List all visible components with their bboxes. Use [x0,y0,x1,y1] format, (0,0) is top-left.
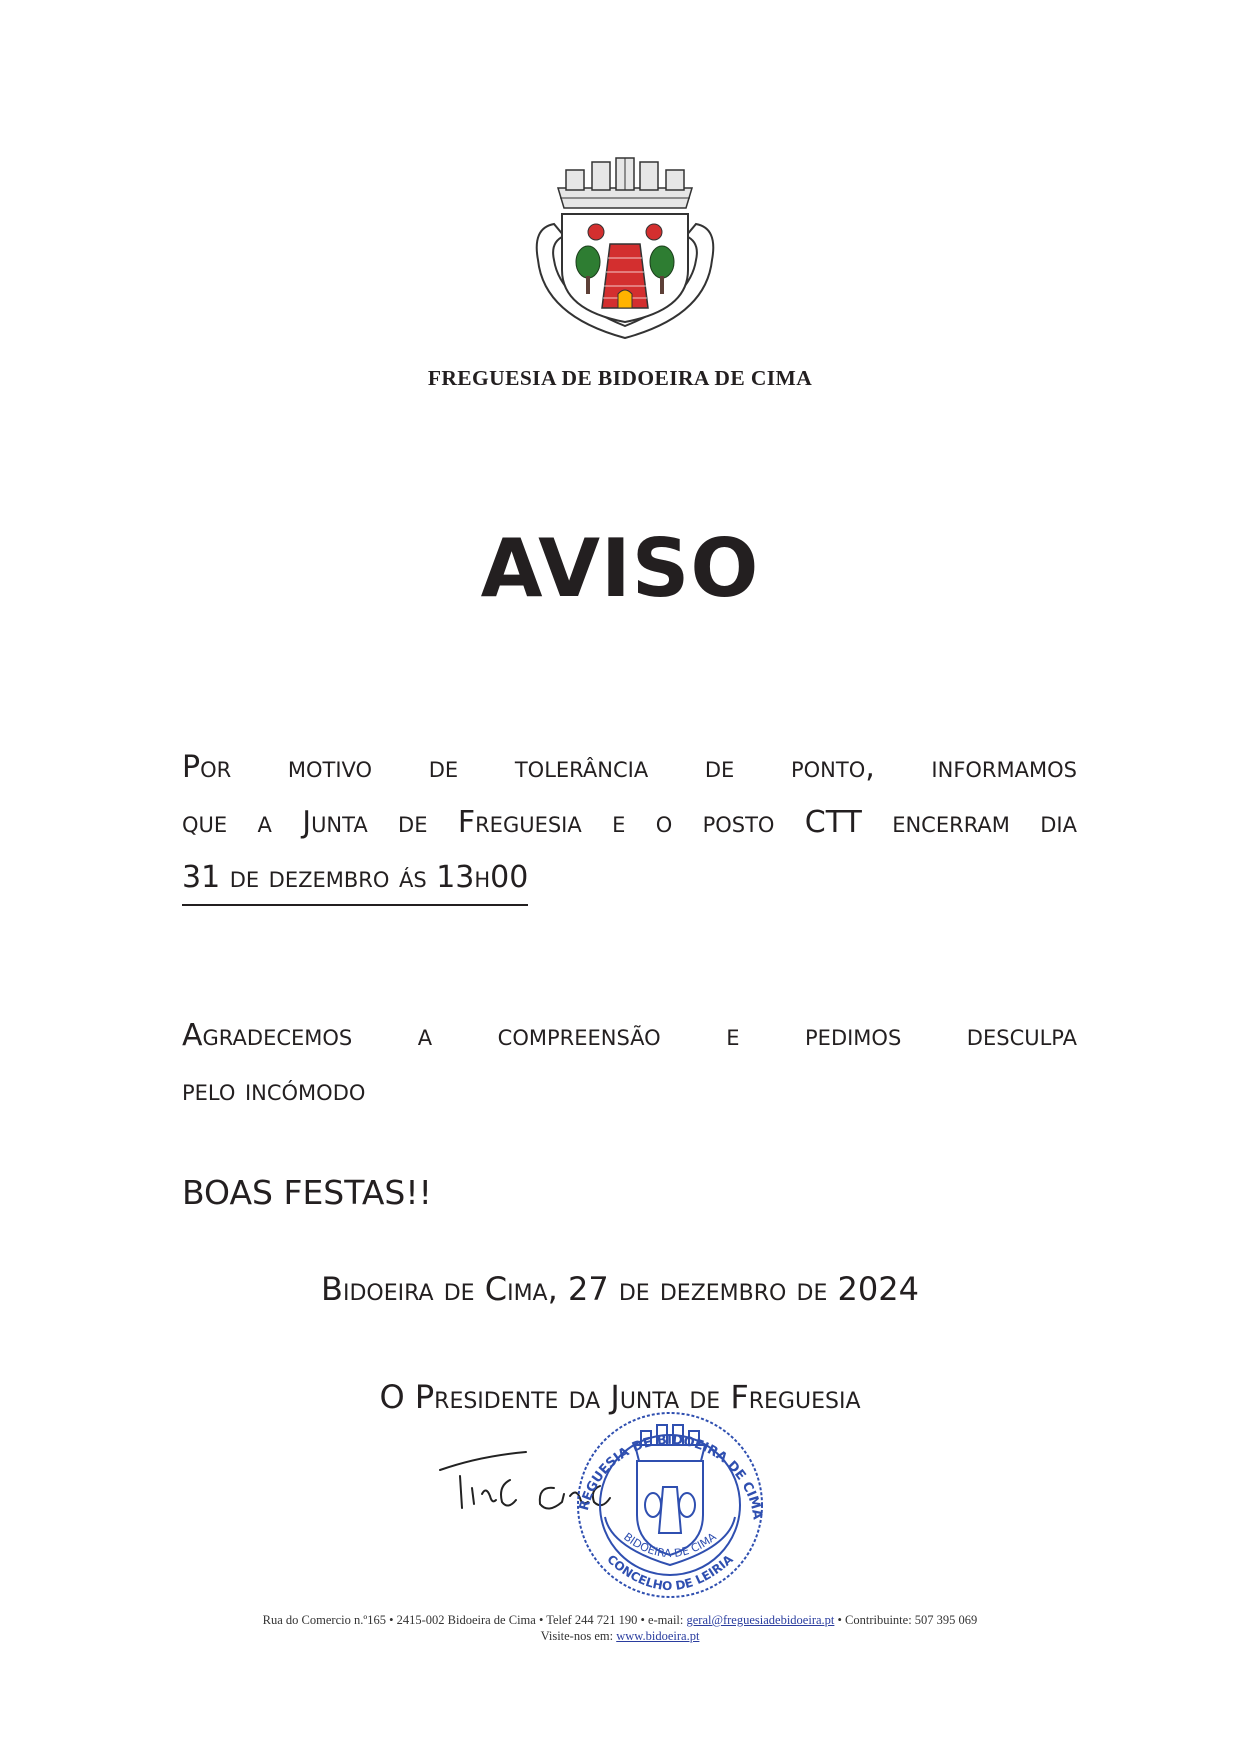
footer-visit-label: Visite-nos em: [540,1629,614,1643]
footer-email-link[interactable]: geral@freguesiadebidoeira.pt [686,1613,835,1627]
stamp-banner-text: BIDOEIRA DE CIMA [621,1530,719,1561]
greeting: BOAS FESTAS!! [182,1173,432,1212]
stamp-bottom-text: CONCELHO DE LEIRIA [604,1552,736,1594]
page-footer [0,1612,1240,1644]
place-date: Bidoeira de Cima, 27 de dezembro de 2024 [321,1270,919,1308]
footer-phone: • Telef 244 721 190 • e-mail: [538,1613,684,1627]
closing-date: 31 de dezembro ás 13h00 [182,860,528,906]
svg-text:BIDOEIRA DE CIMA [621,1530,719,1560]
notice-paragraph-1-line-1: Por motivo de tolerância de ponto, informamos [182,750,1077,785]
footer-nif: • Contribuinte: 507 395 069 [837,1613,978,1627]
svg-text:FREGUESIA DE BIDOEIRA DE CIMA [565,1405,765,1521]
footer-contact-line [0,1612,1240,1628]
notice-paragraph-2-line-2: pelo incómodo [182,1073,366,1108]
official-stamp [565,1405,775,1620]
organization-name: FREGUESIA DE BIDOEIRA DE CIMA [427,366,813,390]
notice-title: AVISO [480,522,760,615]
footer-visit-line [0,1628,1240,1644]
notice-paragraph-1-line-2: que a Junta de Freguesia e o posto CTT encerram dia [182,805,1077,840]
footer-address: Rua do Comercio n.º165 • 2415-002 Bidoeira de Cima [262,1613,536,1627]
signer-title: O Presidente da Junta de Freguesia [379,1378,861,1416]
stamp-outer-text: REGUESIA DE BIDOEIRA DE CIMA [576,1432,765,1521]
notice-paragraph-2-line-1: Agradecemos a compreensão e pedimos desculpa [182,1018,1077,1053]
notice-paragraph-1-date-line [182,850,1077,906]
footer-website-link[interactable]: www.bidoeira.pt [616,1629,700,1643]
coat-of-arms [530,150,720,340]
